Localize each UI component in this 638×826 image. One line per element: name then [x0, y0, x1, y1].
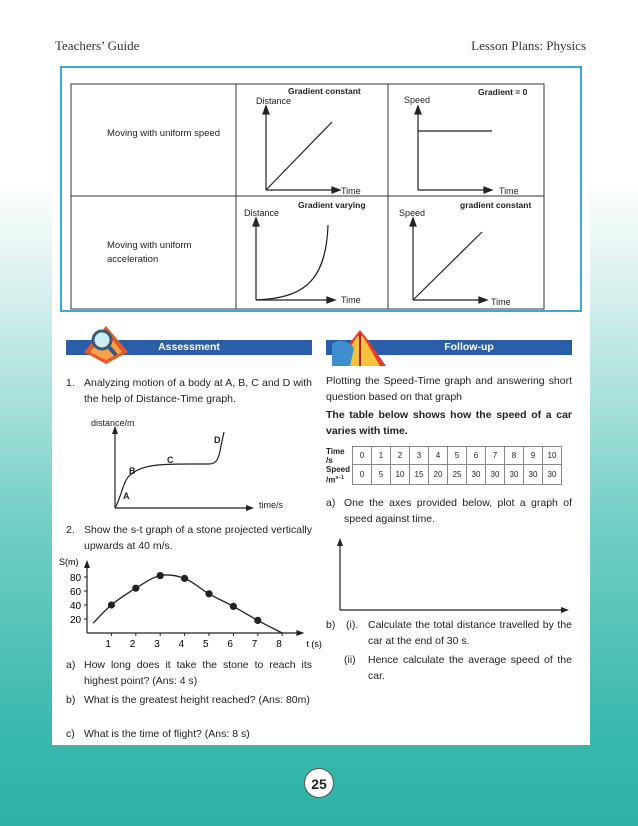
row-label-uniform-speed: Moving with uniform speed: [107, 128, 220, 139]
q2-number: 2.: [66, 524, 75, 536]
speed-cell: 5: [372, 465, 391, 485]
x-axis-label: t (s): [306, 639, 322, 649]
time-cell: 7: [486, 447, 505, 465]
time-cell: 4: [429, 447, 448, 465]
tent-icon: [330, 326, 388, 368]
point-label-d: D: [214, 435, 221, 445]
point-label-a: A: [123, 491, 130, 501]
data-point: [108, 601, 115, 608]
data-point: [132, 585, 139, 592]
time-cell: 9: [524, 447, 543, 465]
time-header: Time /s: [326, 446, 345, 465]
time-cell: 5: [448, 447, 467, 465]
speed-table-wrap: [326, 446, 562, 485]
qb-text: Calculate the total distance travelled by the car at the end of 30 s.: [368, 619, 572, 647]
data-point: [157, 572, 164, 579]
speed-table: [326, 446, 562, 485]
speed-header: Speed $/m^{s-1}$: [326, 464, 351, 485]
axis-label: Time: [341, 295, 361, 305]
point-label-b: B: [129, 466, 136, 476]
time-cell: 0: [353, 447, 372, 465]
axis-label: Distance: [256, 96, 292, 106]
speed-cell: 30: [486, 465, 505, 485]
data-point: [254, 617, 261, 624]
followup-bold: The table below shows how the speed of a car varies with time.: [326, 409, 572, 437]
motion-table-grid: [0, 0, 638, 330]
data-point: [181, 575, 188, 582]
speed-cell: 25: [448, 465, 467, 485]
y-tick-label: 60: [70, 587, 82, 598]
q2-text: Show the s-t graph of a stone projected vertically upwards at 40 m/s.: [84, 524, 312, 552]
axis-label: Speed: [404, 95, 431, 105]
blank-axes: [333, 532, 573, 614]
x-tick-label: 2: [129, 639, 136, 650]
q2c-letter: c): [66, 728, 75, 740]
axis-label: time/s: [259, 500, 284, 510]
q2b-letter: b): [66, 694, 76, 706]
time-cell: 2: [391, 447, 410, 465]
header-left: Teachers’ Guide: [55, 38, 140, 53]
axis-label: Speed: [399, 208, 426, 218]
magnifier-icon: [80, 322, 132, 366]
time-cell: 1: [372, 447, 391, 465]
st-curve: [93, 575, 282, 633]
assessment-banner: Assessment: [66, 340, 312, 355]
graph-title: Gradient varying: [298, 200, 366, 210]
st-chart: [55, 555, 322, 655]
speed-cell: 15: [410, 465, 429, 485]
time-cell: 3: [410, 447, 429, 465]
x-tick-label: 1: [105, 639, 111, 650]
page-number: 25: [304, 768, 334, 798]
y-axis-label: S(m): [59, 557, 79, 567]
header-right: Lesson Plans: Physics: [471, 38, 586, 53]
x-tick-label: 7: [251, 639, 258, 650]
q2a-text: How long does it take the stone to reach its highest point? (Ans: 4 s): [84, 659, 312, 687]
qb2-num: (ii): [344, 654, 356, 666]
qb-letter: b): [326, 619, 336, 631]
followup-banner: Follow-up: [326, 340, 572, 355]
q2a-letter: a): [66, 659, 76, 671]
speed-cell: 30: [543, 465, 562, 485]
time-cell: 10: [543, 447, 562, 465]
axis-label: Time: [491, 297, 511, 307]
speed-cell: 30: [505, 465, 524, 485]
y-tick-label: 40: [70, 601, 82, 612]
graph-title: gradient constant: [460, 200, 532, 210]
speed-cell: 20: [429, 465, 448, 485]
qa-letter: a): [326, 497, 336, 509]
q1-text: Analyzing motion of a body at A, B, C and D with the help of Distance-Time graph.: [84, 377, 312, 405]
x-tick-label: 8: [276, 639, 282, 650]
x-tick-label: 5: [203, 639, 209, 650]
qa-text: One the axes provided below, plot a graph of speed against time.: [344, 497, 572, 525]
y-axis-arrow: [84, 560, 90, 568]
graph-title: Gradient constant: [288, 86, 361, 96]
x-tick-label: 6: [227, 639, 233, 650]
followup-intro: Plotting the Speed-Time graph and answering short question based on that graph: [326, 375, 572, 403]
qb-num: (i).: [346, 619, 359, 631]
q2b-text: What is the greatest height reached? (Ans: 80m): [84, 694, 310, 706]
y-tick-label: 20: [70, 615, 82, 626]
row-label-uniform-acceleration: Moving with uniform acceleration: [107, 240, 192, 265]
qb2-text: Hence calculate the average speed of the car.: [368, 654, 572, 682]
axis-label: distance/m: [91, 418, 135, 428]
data-point: [230, 603, 237, 610]
time-cell: 8: [505, 447, 524, 465]
time-cell: 6: [467, 447, 486, 465]
x-tick-label: 4: [178, 639, 185, 650]
speed-cell: 30: [467, 465, 486, 485]
speed-cell: 0: [353, 465, 372, 485]
graph-title: Gradient = 0: [478, 87, 528, 97]
axis-label: Distance: [244, 208, 280, 218]
speed-cell: 10: [391, 465, 410, 485]
data-point: [205, 590, 212, 597]
q1-number: 1.: [66, 377, 75, 389]
y-tick-label: 80: [70, 573, 82, 584]
x-tick-label: 3: [154, 639, 160, 650]
x-axis-arrow: [296, 630, 304, 636]
axis-label: Time: [341, 186, 361, 196]
point-label-c: C: [167, 455, 174, 465]
axis-label: Time: [499, 186, 519, 196]
q2c-text: What is the time of flight? (Ans: 8 s): [84, 728, 250, 740]
speed-cell: 30: [524, 465, 543, 485]
